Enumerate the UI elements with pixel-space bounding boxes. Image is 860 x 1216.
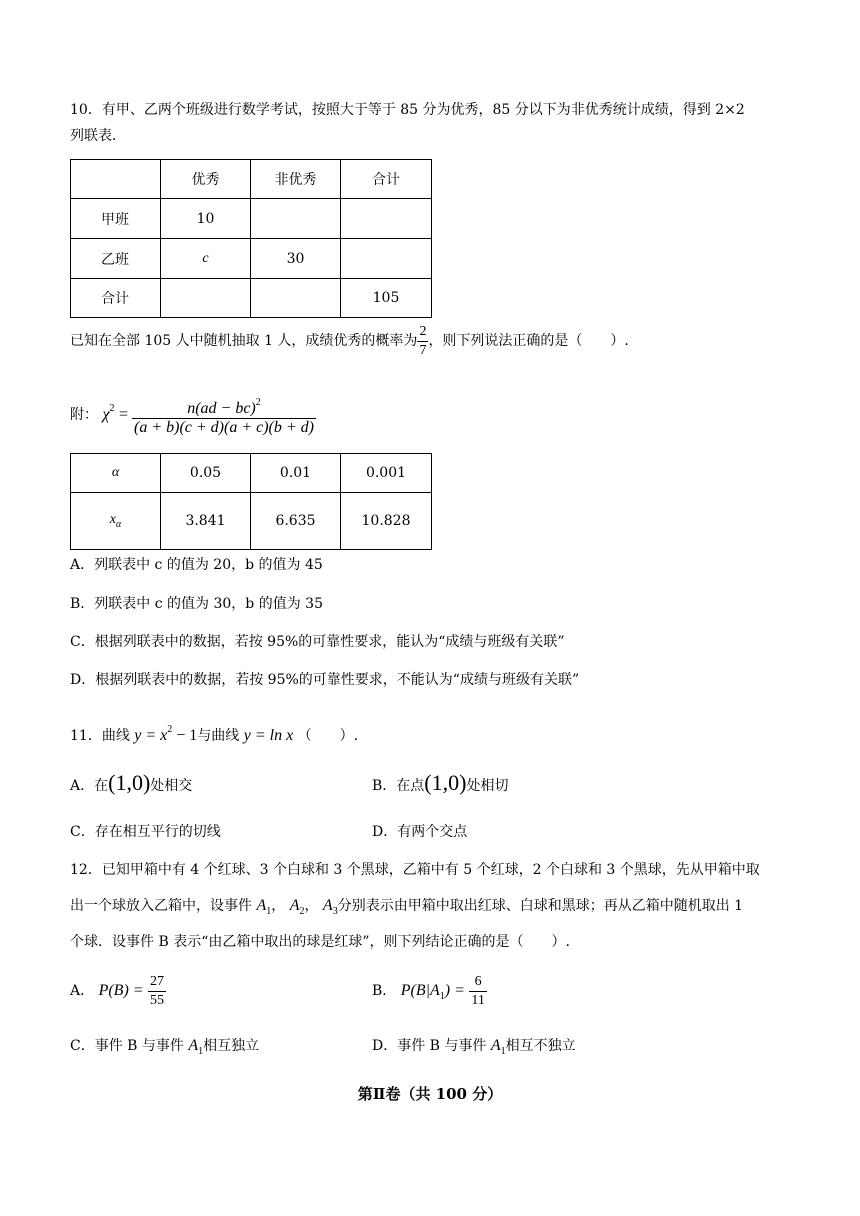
cond-prob-text: P(B|A	[400, 982, 440, 999]
a1-sub: 1	[266, 906, 272, 917]
table-cell: 10	[161, 199, 251, 239]
q12-option-d[interactable]	[372, 1036, 576, 1062]
option-a-suffix: 处相交	[150, 778, 193, 794]
prob-b: P(B) =	[98, 982, 144, 999]
option-d-b: 相互不独立	[505, 1038, 576, 1054]
option-c-a: C．事件 B 与事件	[70, 1038, 184, 1054]
option-b-label: B．	[372, 983, 397, 999]
q11-option-a[interactable]	[70, 770, 193, 796]
table-header-not-excellent: 非优秀	[251, 160, 341, 199]
a1-letter: A	[256, 897, 267, 914]
cond-prob	[400, 982, 465, 1002]
table-row	[71, 199, 432, 239]
x-letter: x	[109, 512, 116, 527]
a3-sub: 3	[332, 906, 338, 917]
option-b-prefix: B．在点	[372, 778, 425, 794]
curve1	[134, 724, 198, 744]
q10-option-c[interactable]: C．根据列联表中的数据，若按 95%的可靠性要求，能认为“成绩与班级有关联”	[70, 634, 565, 650]
q12-stem-line1: 12．已知甲箱中有 4 个红球、3 个白球和 3 个黑球，乙箱中有 5 个红球，2 个白球和 3 个黑球，先从甲箱中取	[70, 862, 760, 878]
q10-given-text: 已知在全部 105 人中随机抽取 1 人，成绩优秀的概率为	[70, 333, 418, 349]
fraction-numerator: 6	[469, 973, 486, 992]
a3-letter: A	[322, 897, 333, 914]
fraction-denominator: 11	[471, 992, 485, 1008]
chi-square-formula: 附： $\chi^2$ = $\frac{n(ad - bc)^2}{(a + b)(c + d)(a + c)(b + d)}$	[70, 384, 316, 440]
q11-stem	[70, 720, 358, 746]
a2-letter: A	[289, 897, 300, 914]
table-cell: 30	[251, 239, 341, 279]
q11-option-d[interactable]: D．有两个交点	[372, 824, 468, 840]
point-1-0: (1,0)	[424, 770, 467, 795]
chi-fraction	[132, 394, 316, 437]
row-label-total: 合计	[71, 279, 161, 318]
table-row	[71, 160, 432, 199]
table-cell: 0.05	[161, 454, 251, 493]
q10-option-b[interactable]: B．列联表中 c 的值为 30，b 的值为 35	[70, 596, 323, 612]
a1-sub: 1	[500, 1046, 506, 1057]
table-cell: 105	[341, 279, 432, 318]
q11-mid: 与曲线	[197, 728, 240, 744]
table-row	[71, 493, 432, 550]
event-a1	[490, 1037, 506, 1057]
table-cell: 6.635	[251, 493, 341, 550]
table-cell	[251, 279, 341, 318]
q11-option-c[interactable]: C．存在相互平行的切线	[70, 824, 221, 840]
contingency-table	[70, 159, 432, 318]
q10-option-d[interactable]: D．根据列联表中的数据，若按 95%的可靠性要求，不能认为“成绩与班级有关联”	[70, 672, 580, 688]
event-a3	[322, 897, 338, 917]
fraction-numerator: 2	[417, 323, 428, 342]
table-header-total: 合计	[341, 160, 432, 199]
q12-option-a[interactable]	[70, 970, 166, 1012]
table-cell	[341, 239, 432, 279]
curve1-sup: 2	[167, 724, 173, 735]
event-a1	[256, 897, 272, 917]
q11-prefix: 11．曲线	[70, 728, 130, 744]
x-alpha-label	[71, 493, 161, 550]
option-c-b: 相互独立	[203, 1038, 260, 1054]
alpha-sub: α	[115, 519, 122, 530]
table-cell: 0.01	[251, 454, 341, 493]
q10-given	[70, 322, 629, 360]
chi-numerator	[132, 394, 316, 419]
table-cell	[71, 160, 161, 199]
q10-stem-line2: 列联表．	[70, 128, 126, 144]
chi-letter: χ	[102, 406, 110, 423]
q12-line2-a: 出一个球放入乙箱中，设事件	[70, 898, 252, 914]
answer-fraction	[148, 973, 166, 1010]
option-a-label: A．	[70, 983, 95, 999]
row-label-class-jia: 甲班	[71, 199, 161, 239]
q11-suffix: （ ）.	[297, 728, 359, 744]
q12-option-c[interactable]	[70, 1036, 259, 1062]
row-label-class-yi: 乙班	[71, 239, 161, 279]
numerator-sup: 2	[255, 396, 261, 408]
fraction-denominator: 7	[419, 342, 427, 358]
q12-option-b[interactable]	[372, 970, 487, 1018]
event-a2	[289, 897, 305, 917]
table-cell	[251, 199, 341, 239]
a2-sub: 2	[299, 906, 305, 917]
appendix-label: 附：	[70, 407, 98, 423]
table-cell: 0.001	[341, 454, 432, 493]
table-cell	[341, 199, 432, 239]
fraction-denominator: 55	[150, 992, 165, 1008]
chi-denominator: (a + b)(c + d)(a + c)(b + d)	[133, 418, 314, 436]
cond-prob-sub: 1	[439, 991, 445, 1002]
cond-prob-tail: ) =	[444, 982, 465, 999]
q12-stem-line3: 个球．设事件 B 表示“由乙箱中取出的球是红球”，则下列结论正确的是（ ）.	[70, 934, 570, 950]
table-cell: 3.841	[161, 493, 251, 550]
chi-symbol	[102, 403, 115, 423]
option-a-prefix: A．在	[70, 778, 109, 794]
q10-given-suffix: ，则下列说法正确的是（ ）.	[428, 333, 629, 349]
event-a1	[188, 1037, 204, 1057]
table-row	[71, 239, 432, 279]
table-cell: 10.828	[341, 493, 432, 550]
q12-stem-line2: 出一个球放入乙箱中，设事件 $A_1$， $A_2$， $A_3$分别表示由甲箱中取出红球、白球和黑球；再从乙箱中随机取出 1	[70, 897, 744, 917]
answer-fraction	[469, 973, 486, 1010]
curve1-tail: − 1	[172, 727, 198, 744]
chi-sup: 2	[109, 403, 115, 414]
point-1-0: (1,0)	[108, 770, 151, 795]
table-header-excellent: 优秀	[161, 160, 251, 199]
curve1-text: y = x	[134, 727, 168, 744]
q12-line2-b: 分别表示由甲箱中取出红球、白球和黑球；再从乙箱中随机取出 1	[337, 898, 744, 914]
prob-fraction	[417, 323, 428, 360]
a1-sub: 1	[198, 1046, 204, 1057]
a1-letter: A	[490, 1037, 501, 1054]
option-d-a: D．事件 B 与事件	[372, 1038, 487, 1054]
table-cell	[161, 279, 251, 318]
fraction-numerator: 27	[148, 973, 166, 992]
q10-option-a[interactable]: A．列联表中 c 的值为 20，b 的值为 45	[70, 557, 323, 573]
table-row	[71, 454, 432, 493]
option-b-suffix: 处相切	[466, 778, 509, 794]
curve2: y = ln x	[243, 727, 294, 744]
a1-letter: A	[188, 1037, 199, 1054]
table-row	[71, 279, 432, 318]
numerator-text: n(ad − bc)	[187, 399, 256, 417]
q11-option-b[interactable]	[372, 770, 509, 796]
section-title: 第Ⅱ卷（共 100 分）	[357, 1085, 503, 1103]
table-cell: c	[161, 239, 251, 279]
critical-value-table	[70, 453, 432, 550]
q10-stem-line1: 10．有甲、乙两个班级进行数学考试，按照大于等于 85 分为优秀，85 分以下为非优秀统计成绩，得到 2×2	[70, 102, 745, 118]
alpha-label: α	[71, 454, 161, 493]
